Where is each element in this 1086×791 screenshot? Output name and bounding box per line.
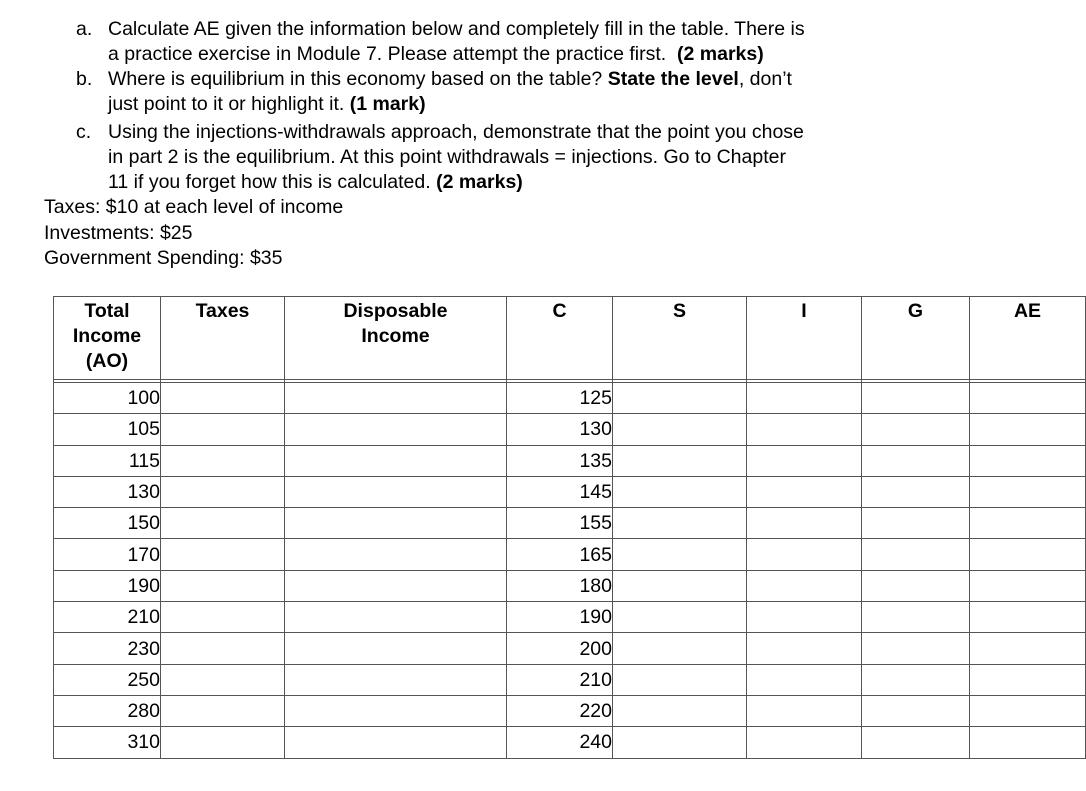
cell-ae[interactable]	[970, 539, 1086, 570]
header-i: I	[747, 297, 862, 380]
cell-disposable[interactable]	[285, 539, 507, 570]
cell-income: 105	[54, 414, 161, 445]
question-a-line-2: a practice exercise in Module 7. Please attempt the practice first.	[108, 43, 667, 65]
header-c: C	[507, 297, 613, 380]
cell-i[interactable]	[747, 414, 862, 445]
cell-income: 130	[54, 476, 161, 507]
cell-s[interactable]	[613, 539, 747, 570]
question-c-line-1: Using the injections-withdrawals approach, demonstrate that the point you chose	[108, 121, 804, 143]
question-b-line-1-end: , don’t	[738, 68, 792, 90]
question-c-line-3: 11 if you forget how this is calculated.	[108, 171, 431, 193]
cell-c: 200	[507, 633, 613, 664]
cell-g[interactable]	[862, 633, 970, 664]
question-b-emphasis: State the level	[607, 68, 739, 90]
cell-i[interactable]	[747, 695, 862, 726]
question-a	[76, 17, 908, 67]
cell-taxes[interactable]	[161, 633, 285, 664]
given-government-spending: Government Spending: $35	[44, 247, 283, 269]
cell-taxes[interactable]	[161, 695, 285, 726]
cell-income: 170	[54, 539, 161, 570]
cell-s[interactable]	[613, 695, 747, 726]
table-row	[54, 695, 1086, 726]
cell-s[interactable]	[613, 508, 747, 539]
given-investments: Investments: $25	[44, 222, 193, 244]
cell-disposable[interactable]	[285, 633, 507, 664]
table-row	[54, 727, 1086, 758]
header-taxes: Taxes	[161, 297, 285, 380]
cell-g[interactable]	[862, 414, 970, 445]
cell-ae[interactable]	[970, 414, 1086, 445]
cell-c: 180	[507, 570, 613, 601]
cell-ae[interactable]	[970, 445, 1086, 476]
cell-i[interactable]	[747, 664, 862, 695]
cell-i[interactable]	[747, 602, 862, 633]
question-a-letter: a.	[76, 18, 93, 40]
cell-s[interactable]	[613, 414, 747, 445]
cell-g[interactable]	[862, 664, 970, 695]
cell-i[interactable]	[747, 570, 862, 601]
cell-disposable[interactable]	[285, 383, 507, 414]
cell-i[interactable]	[747, 383, 862, 414]
cell-g[interactable]	[862, 476, 970, 507]
cell-disposable[interactable]	[285, 727, 507, 758]
cell-s[interactable]	[613, 664, 747, 695]
cell-ae[interactable]	[970, 570, 1086, 601]
cell-income: 230	[54, 633, 161, 664]
cell-ae[interactable]	[970, 383, 1086, 414]
cell-c: 240	[507, 727, 613, 758]
question-b-line-1: Where is equilibrium in this economy based on the table?	[108, 68, 603, 90]
header-s: S	[613, 297, 747, 380]
question-b-line-2: just point to it or highlight it.	[108, 93, 345, 115]
cell-g[interactable]	[862, 570, 970, 601]
cell-c: 155	[507, 508, 613, 539]
question-b	[76, 67, 908, 117]
cell-i[interactable]	[747, 508, 862, 539]
cell-disposable[interactable]	[285, 445, 507, 476]
cell-income: 250	[54, 664, 161, 695]
cell-income: 100	[54, 383, 161, 414]
cell-c: 135	[507, 445, 613, 476]
cell-i[interactable]	[747, 445, 862, 476]
header-g: G	[862, 297, 970, 380]
cell-disposable[interactable]	[285, 508, 507, 539]
cell-c: 130	[507, 414, 613, 445]
cell-disposable[interactable]	[285, 476, 507, 507]
question-b-marks: (1 mark)	[349, 93, 426, 115]
table-row	[54, 476, 1086, 507]
cell-ae[interactable]	[970, 476, 1086, 507]
cell-c: 220	[507, 695, 613, 726]
cell-taxes[interactable]	[161, 445, 285, 476]
cell-taxes[interactable]	[161, 664, 285, 695]
header-ae: AE	[970, 297, 1086, 380]
question-c	[76, 120, 908, 195]
cell-ae[interactable]	[970, 602, 1086, 633]
question-c-marks: (2 marks)	[436, 171, 523, 193]
cell-disposable[interactable]	[285, 695, 507, 726]
cell-s[interactable]	[613, 445, 747, 476]
cell-ae[interactable]	[970, 695, 1086, 726]
cell-i[interactable]	[747, 633, 862, 664]
table-row	[54, 414, 1086, 445]
cell-taxes[interactable]	[161, 570, 285, 601]
cell-g[interactable]	[862, 727, 970, 758]
cell-ae[interactable]	[970, 727, 1086, 758]
cell-g[interactable]	[862, 602, 970, 633]
cell-g[interactable]	[862, 383, 970, 414]
table-row	[54, 664, 1086, 695]
cell-income: 150	[54, 508, 161, 539]
cell-c: 145	[507, 476, 613, 507]
cell-c: 165	[507, 539, 613, 570]
cell-i[interactable]	[747, 476, 862, 507]
table-row	[54, 508, 1086, 539]
cell-taxes[interactable]	[161, 539, 285, 570]
cell-taxes[interactable]	[161, 602, 285, 633]
cell-s[interactable]	[613, 476, 747, 507]
cell-taxes[interactable]	[161, 476, 285, 507]
cell-c: 210	[507, 664, 613, 695]
header-total-income: Total Income (AO)	[54, 297, 161, 380]
cell-taxes[interactable]	[161, 508, 285, 539]
cell-c: 190	[507, 602, 613, 633]
cell-disposable[interactable]	[285, 570, 507, 601]
cell-ae[interactable]	[970, 633, 1086, 664]
cell-income: 210	[54, 602, 161, 633]
cell-income: 115	[54, 445, 161, 476]
table-row	[54, 445, 1086, 476]
cell-g[interactable]	[862, 539, 970, 570]
table-row	[54, 383, 1086, 414]
cell-g[interactable]	[862, 445, 970, 476]
table-row	[54, 602, 1086, 633]
given-taxes: Taxes: $10 at each level of income	[44, 196, 344, 218]
cell-income: 310	[54, 727, 161, 758]
worksheet-table	[53, 296, 1086, 759]
cell-s[interactable]	[613, 727, 747, 758]
cell-s[interactable]	[613, 633, 747, 664]
cell-s[interactable]	[613, 602, 747, 633]
cell-taxes[interactable]	[161, 383, 285, 414]
table-row	[54, 539, 1086, 570]
question-a-marks: (2 marks)	[677, 43, 764, 65]
cell-ae[interactable]	[970, 664, 1086, 695]
cell-disposable[interactable]	[285, 664, 507, 695]
question-c-letter: c.	[76, 121, 92, 143]
question-a-line-1: Calculate AE given the information below and completely fill in the table. There is	[108, 18, 805, 40]
header-disposable-income: Disposable Income	[285, 297, 507, 380]
question-b-letter: b.	[76, 68, 93, 90]
cell-ae[interactable]	[970, 508, 1086, 539]
cell-s[interactable]	[613, 570, 747, 601]
question-c-line-2: in part 2 is the equilibrium. At this point withdrawals = injections. Go to Chapter	[108, 146, 786, 168]
cell-disposable[interactable]	[285, 414, 507, 445]
cell-i[interactable]	[747, 727, 862, 758]
cell-i[interactable]	[747, 539, 862, 570]
cell-income: 190	[54, 570, 161, 601]
cell-g[interactable]	[862, 695, 970, 726]
table-header-row	[54, 297, 1086, 380]
cell-c: 125	[507, 383, 613, 414]
cell-g[interactable]	[862, 508, 970, 539]
cell-disposable[interactable]	[285, 602, 507, 633]
cell-taxes[interactable]	[161, 414, 285, 445]
cell-taxes[interactable]	[161, 727, 285, 758]
cell-income: 280	[54, 695, 161, 726]
cell-s[interactable]	[613, 383, 747, 414]
table-row	[54, 633, 1086, 664]
table-row	[54, 570, 1086, 601]
